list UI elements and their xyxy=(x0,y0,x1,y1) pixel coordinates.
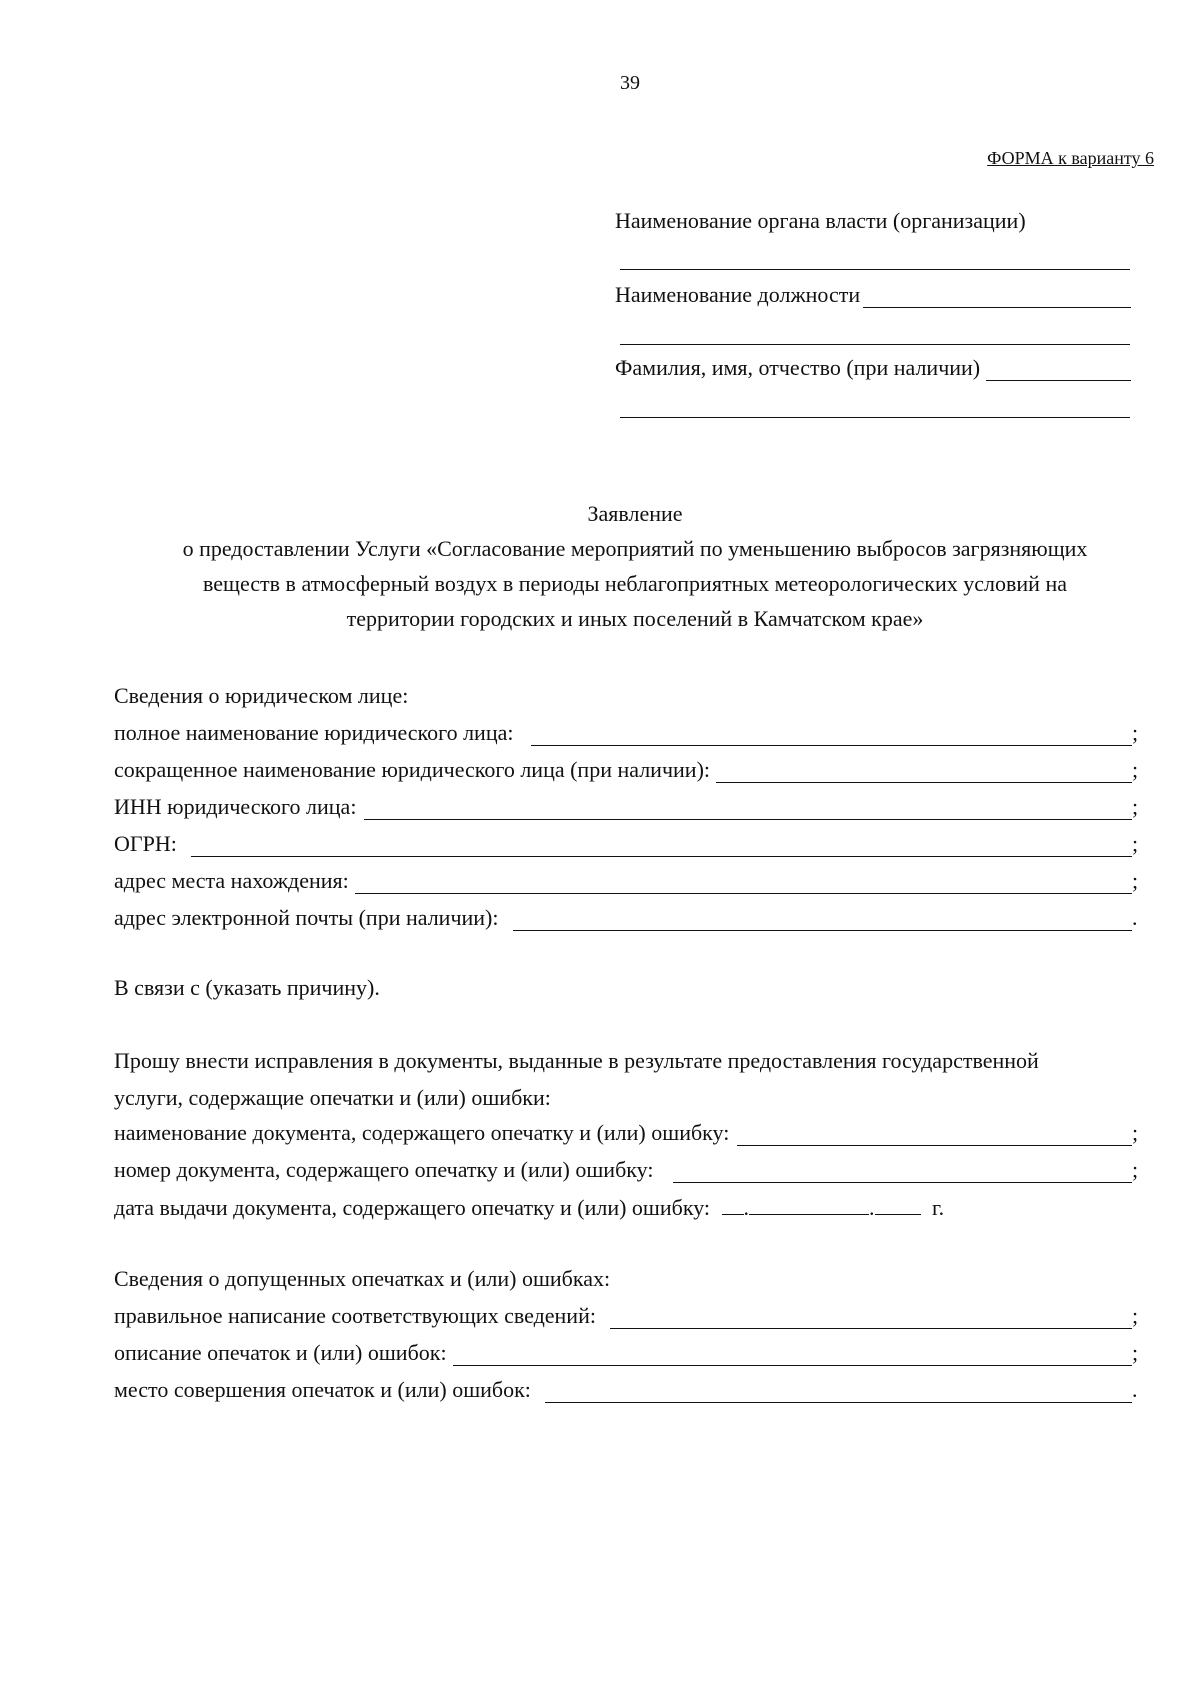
field-end-mark: ; xyxy=(1132,1340,1139,1365)
address-field[interactable] xyxy=(355,867,1132,894)
email-field[interactable] xyxy=(513,904,1133,931)
field-end-mark: . xyxy=(1132,1377,1138,1402)
error-location-row xyxy=(114,1373,1140,1403)
doc-number-label: номер документа, содержащего опечатку и (или) ошибку: xyxy=(114,1157,654,1182)
page-number: 39 xyxy=(620,72,640,94)
form-caption: ФОРМА к варианту 6 xyxy=(987,148,1154,168)
issue-year-field[interactable] xyxy=(875,1192,921,1215)
error-location-label: место совершения опечаток и (или) ошибок: xyxy=(114,1377,531,1402)
error-description-label: описание опечаток и (или) ошибок: xyxy=(114,1340,447,1365)
position-field-continued[interactable] xyxy=(620,344,1130,345)
issue-month-field[interactable] xyxy=(749,1192,869,1215)
short-name-label: сокращенное наименование юридического лица (при наличии): xyxy=(114,757,711,782)
field-end-mark: ; xyxy=(1132,757,1139,782)
email-label: адрес электронной почты (при наличии): xyxy=(114,905,499,930)
year-suffix: г. xyxy=(932,1195,945,1220)
doc-name-field[interactable] xyxy=(737,1119,1132,1146)
full-name-field[interactable] xyxy=(531,719,1132,746)
ogrn-label: ОГРН: xyxy=(114,831,177,856)
inn-field[interactable] xyxy=(364,793,1132,820)
field-end-mark: ; xyxy=(1132,1303,1139,1328)
title-line-2: веществ в атмосферный воздух в периоды неблагоприятных метеорологических условий на xyxy=(203,571,1067,596)
correct-spelling-field[interactable] xyxy=(610,1302,1132,1329)
org-field[interactable] xyxy=(620,269,1130,270)
fio-field[interactable] xyxy=(986,358,1131,381)
error-description-field[interactable] xyxy=(453,1339,1132,1366)
title-line-3: территории городских и иных поселений в Камчатском крае» xyxy=(346,606,924,631)
full-name-label: полное наименование юридического лица: xyxy=(114,720,514,745)
inn-label: ИНН юридического лица: xyxy=(114,794,357,819)
doc-number-field[interactable] xyxy=(673,1156,1132,1183)
fio-field-continued[interactable] xyxy=(620,417,1130,418)
doc-name-row xyxy=(114,1116,1140,1146)
title-heading: Заявление xyxy=(587,501,683,526)
fio-label: Фамилия, имя, отчество (при наличии) xyxy=(615,355,981,380)
field-end-mark: ; xyxy=(1132,1120,1139,1145)
doc-number-row xyxy=(114,1153,1140,1183)
error-description-row xyxy=(114,1336,1140,1366)
ogrn-field[interactable] xyxy=(191,830,1132,857)
doc-name-label: наименование документа, содержащего опечатку и (или) ошибку: xyxy=(114,1120,730,1145)
field-end-mark: . xyxy=(1132,905,1138,930)
position-field[interactable] xyxy=(863,285,1131,308)
inn-row xyxy=(114,790,1140,820)
error-location-field[interactable] xyxy=(545,1376,1132,1403)
address-label: адрес места нахождения: xyxy=(114,868,349,893)
email-row xyxy=(114,901,1140,931)
request-line-2: услуги, содержащие опечатки и (или) ошибки: xyxy=(114,1085,551,1110)
short-name-row xyxy=(114,753,1140,783)
date-separator: . xyxy=(743,1195,750,1220)
field-end-mark: ; xyxy=(1132,868,1139,893)
reason-text: В связи с (указать причину). xyxy=(114,975,380,1000)
full-name-row xyxy=(114,716,1140,746)
short-name-field[interactable] xyxy=(716,756,1132,783)
ogrn-row xyxy=(114,827,1140,857)
position-label: Наименование должности xyxy=(615,282,861,307)
date-separator: . xyxy=(869,1195,875,1220)
statement-title xyxy=(120,496,1150,636)
field-end-mark: ; xyxy=(1132,1157,1139,1182)
legal-entity-heading: Сведения о юридическом лице: xyxy=(114,683,409,708)
position-row xyxy=(615,282,1131,308)
field-end-mark: ; xyxy=(1132,720,1139,745)
title-line-1: о предоставлении Услуги «Согласование мероприятий по уменьшению выбросов загрязняющих xyxy=(182,536,1088,561)
issue-date-label: дата выдачи документа, содержащего опечатку и (или) ошибку: xyxy=(114,1195,711,1220)
issue-day-field[interactable] xyxy=(722,1192,744,1215)
errors-heading: Сведения о допущенных опечатках и (или) ошибках: xyxy=(114,1266,611,1291)
org-label: Наименование органа власти (организации) xyxy=(615,208,1026,233)
address-row xyxy=(114,864,1140,894)
correct-spelling-label: правильное написание соответствующих сведений: xyxy=(114,1303,596,1328)
issue-date-row xyxy=(114,1192,944,1221)
fio-row xyxy=(615,355,1131,381)
correct-spelling-row xyxy=(114,1299,1140,1329)
field-end-mark: ; xyxy=(1132,794,1139,819)
field-end-mark: ; xyxy=(1132,831,1139,856)
request-line-1: Прошу внести исправления в документы, выданные в результате предоставления государственной xyxy=(114,1048,1039,1073)
